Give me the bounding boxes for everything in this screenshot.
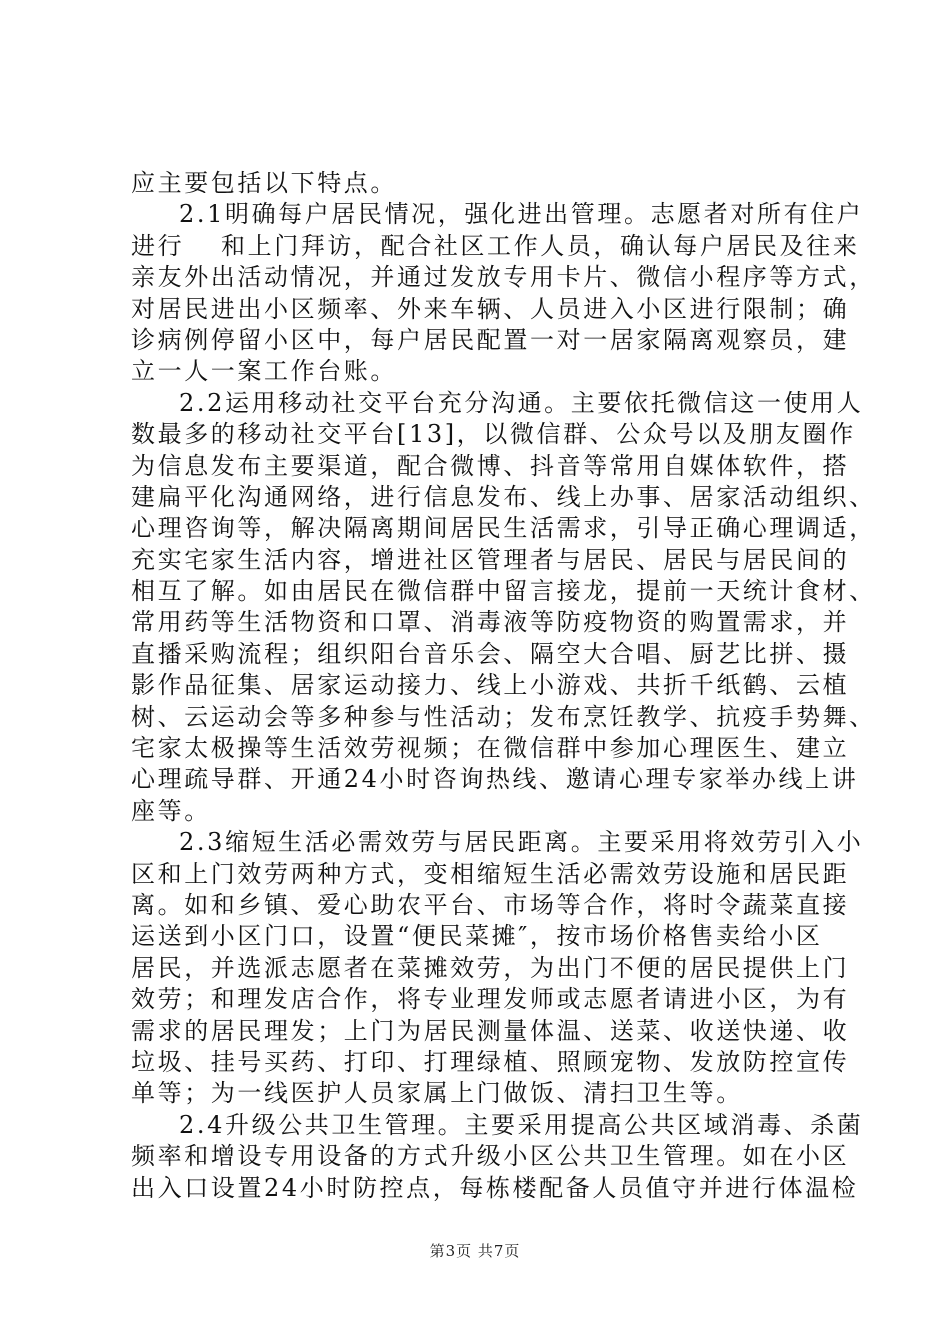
text-line: 座等。 [131, 796, 211, 825]
text-line: 充实宅家生活内容，增进社区管理者与居民、居民与居民间的 [131, 545, 850, 574]
section-heading-line: 2.2运用移动社交平台充分沟通。主要依托微信这一使用人 [179, 388, 864, 417]
text-line: 频率和增设专用设备的方式升级小区公共卫生管理。如在小区 [131, 1142, 850, 1171]
text-line: 效劳；和理发店合作，将专业理发师或志愿者请进小区，为有 [131, 985, 850, 1014]
text-line: 运送到小区门口，设置“便民菜摊″，按市场价格售卖给小区 [131, 922, 823, 951]
body-text [131, 168, 876, 1204]
section-heading-line: 2.3缩短生活必需效劳与居民距离。主要采用将效劳引入小 [179, 828, 864, 857]
text-line: 为信息发布主要渠道，配合微博、抖音等常用自媒体软件，搭 [131, 451, 850, 480]
text-line: 需求的居民理发；上门为居民测量体温、送菜、收送快递、收 [131, 1016, 850, 1045]
section-heading-line: 2.1明确每户居民情况，强化进出管理。志愿者对所有住户 [179, 200, 864, 229]
text-line: 出入口设置24小时防控点，每栋楼配备人员值守并进行体温检 [131, 1173, 859, 1202]
section-heading-line: 2.4升级公共卫生管理。主要采用提高公共区域消毒、杀菌 [179, 1110, 864, 1139]
text-line: 影作品征集、居家运动接力、线上小游戏、共折千纸鹤、云植 [131, 671, 850, 700]
text-line: 居民，并选派志愿者在菜摊效劳，为出门不便的居民提供上门 [131, 953, 850, 982]
text-line: 心理疏导群、开通24小时咨询热线、邀请心理专家举办线上讲 [131, 765, 859, 794]
text-line: 区和上门效劳两种方式，变相缩短生活必需效劳设施和居民距 [131, 859, 850, 888]
text-line: 建扁平化沟通网络，进行信息发布、线上办事、居家活动组织、 [131, 482, 876, 511]
text-line: 常用药等生活物资和口罩、消毒液等防疫物资的购置需求，并 [131, 608, 850, 637]
text-line: 诊病例停留小区中，每户居民配置一对一居家隔离观察员，建 [131, 325, 850, 354]
text-line: 树、云运动会等多种参与性活动；发布烹饪教学、抗疫手势舞、 [131, 702, 876, 731]
text-line: 心理咨询等，解决隔离期间居民生活需求，引导正确心理调适， [131, 514, 876, 543]
text-line: 立一人一案工作台账。 [131, 357, 397, 386]
text-line: 宅家太极操等生活效劳视频；在微信群中参加心理医生、建立 [131, 734, 850, 763]
text-line: 垃圾、挂号买药、打印、打理绿植、照顾宠物、发放防控宣传 [131, 1047, 850, 1076]
text-line: 亲友外出活动情况，并通过发放专用卡片、微信小程序等方式， [131, 263, 876, 292]
text-line: 单等；为一线医护人员家属上门做饭、清扫卫生等。 [131, 1079, 743, 1108]
text-line: 离。如和乡镇、爱心助农平台、市场等合作，将时令蔬菜直接 [131, 890, 850, 919]
page-footer: 第3页 共7页 [429, 1242, 521, 1260]
text-line: 直播采购流程；组织阳台音乐会、隔空大合唱、厨艺比拼、摄 [131, 639, 850, 668]
text-line: 数最多的移动社交平台[13]，以微信群、公众号以及朋友圈作 [131, 420, 856, 449]
text-line: 应主要包括以下特点。 [131, 169, 397, 197]
text-line: 相互了解。如由居民在微信群中留言接龙，提前一天统计食材、 [131, 577, 876, 606]
text-line: 对居民进出小区频率、外来车辆、人员进入小区进行限制；确 [131, 294, 850, 323]
text-line: 进行 和上门拜访，配合社区工作人员，确认每户居民及往来 [131, 231, 860, 260]
